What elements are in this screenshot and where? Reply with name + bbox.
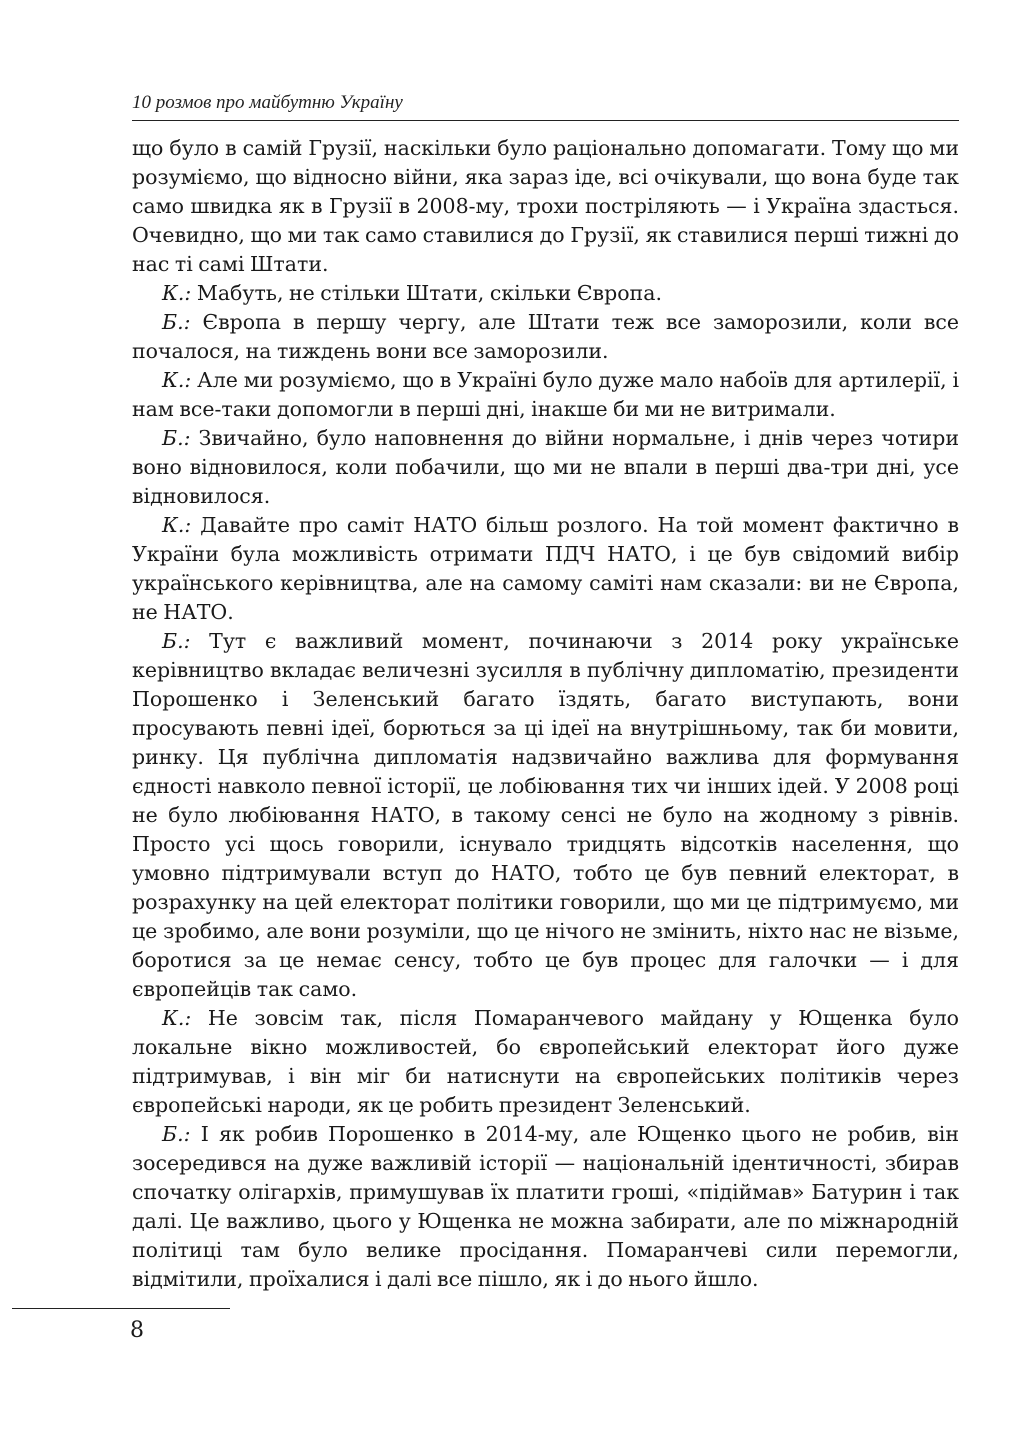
speaker-label: К.: xyxy=(162,1006,192,1030)
paragraph-text: Не зовсім так, після Помаранчевого майдану у Ющенка було локальне вікно можливостей, бо європейський електорат його дуже підтримував, і він міг би натиснути на європейських політиків через європейські народи, як це робить президент Зеленський. xyxy=(132,1006,959,1117)
page-number: 8 xyxy=(130,1318,144,1343)
paragraph-text: Мабуть, не стільки Штати, скільки Європа. xyxy=(196,281,662,305)
paragraph-text: І як робив Порошенко в 2014-му, але Ющенко цього не робив, він зосередився на дуже важливій історії — національній ідентичності, збирав спочатку олігархів, примушував їх платити гроші, «підіймав» Батурин і так далі. Це важливо, цього у Ющенка не можна забирати, але по міжнародній політиці там було велике просідання. Помаранчеві сили перемогли, відмітили, проїхалися і далі все пішло, як і до нього йшло. xyxy=(132,1122,959,1291)
dialog-paragraph xyxy=(132,1120,959,1294)
speaker-label: К.: xyxy=(162,281,192,305)
header-divider xyxy=(132,120,959,121)
speaker-label: Б.: xyxy=(162,629,191,653)
speaker-label: К.: xyxy=(162,368,192,392)
speaker-label: Б.: xyxy=(162,1122,191,1146)
dialog-paragraph xyxy=(132,1004,959,1120)
paragraph-text: Але ми розуміємо, що в Україні було дуже мало набоїв для артилерії, і нам все-таки допомогли в перші дні, інакше би ми не витримали. xyxy=(132,368,959,421)
dialog-paragraph xyxy=(132,279,959,308)
dialog-paragraph xyxy=(132,366,959,424)
speaker-label: Б.: xyxy=(162,426,191,450)
speaker-label: К.: xyxy=(162,513,192,537)
paragraph-text: Європа в першу чергу, але Штати теж все заморозили, коли все почалося, на тиждень вони все заморозили. xyxy=(132,310,959,363)
paragraph-text: Давайте про саміт НАТО більш розлого. На той момент фактично в України була можливість отримати ПДЧ НАТО, і це був свідомий вибір українського керівництва, але на самому саміті нам сказали: ви не Європа, не НАТО. xyxy=(132,513,959,624)
paragraph-continuation xyxy=(132,134,959,279)
dialog-paragraph xyxy=(132,627,959,1004)
footer-divider xyxy=(12,1308,230,1309)
dialog-paragraph xyxy=(132,511,959,627)
paragraph-text: Звичайно, було наповнення до війни нормальне, і днів через чотири воно відновилося, коли побачили, що ми не впали в перші два-три дні, усе відновилося. xyxy=(132,426,959,508)
paragraph-text: Тут є важливий момент, починаючи з 2014 року українське керівництво вкладає величезні зусилля в публічну дипломатію, президенти Порошенко і Зеленський багато їздять, багато виступають, вони просувають певні ідеї, борються за ці ідеї на внутрішньому, так би мовити, ринку. Ця публічна дипломатія надзвичайно важлива для формування єдності навколо певної історії, це лобіювання тих чи інших ідей. У 2008 році не було любіювання НАТО, в такому сенсі не було на жодному з рівнів. Просто усі щось говорили, існувало тридцять відсотків населення, що умовно підтримували вступ до НАТО, тобто це був певний електорат, в розрахунку на цей електорат політики говорили, що ми це підтримуємо, ми це зробимо, але вони розуміли, що це нічого не змінить, ніхто нас не візьме, боротися за це немає сенсу, тобто це був процес для галочки — і для європейців так само. xyxy=(132,629,959,1001)
running-header: 10 розмов про майбутню Україну xyxy=(132,92,403,113)
body-text xyxy=(132,134,959,1294)
paragraph-text: що було в самій Грузії, наскільки було раціонально допомагати. Тому що ми розуміємо, що відносно війни, яка зараз іде, всі очікували, що вона буде так само швидка як в Грузії в 2008-му, трохи постріляють — і Україна здасться. Очевидно, що ми так само ставилися до Грузії, як ставилися перші тижні до нас ті самі Штати. xyxy=(132,136,959,276)
speaker-label: Б.: xyxy=(162,310,191,334)
dialog-paragraph xyxy=(132,308,959,366)
dialog-paragraph xyxy=(132,424,959,511)
